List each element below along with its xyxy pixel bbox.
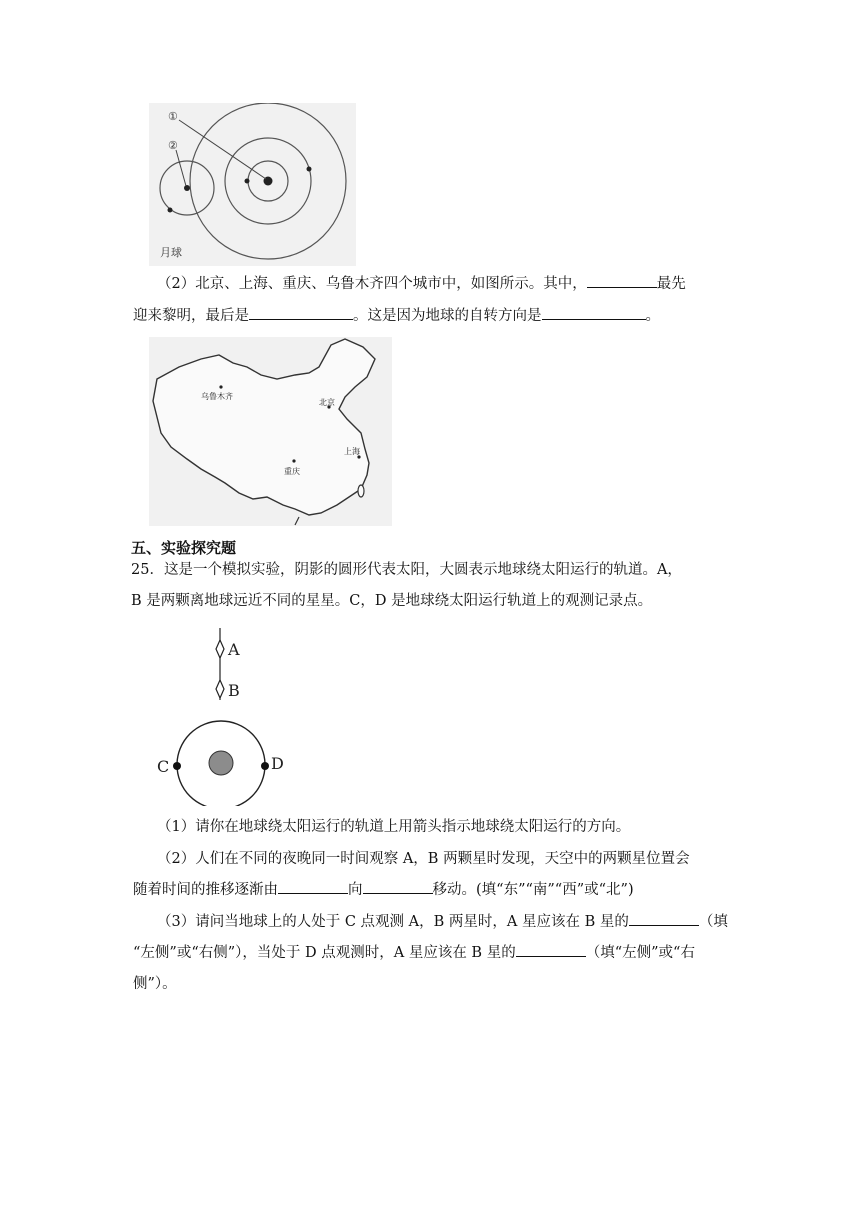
answer-blank-rotation-direction[interactable]: [542, 301, 646, 320]
q2-text-b: 最先: [656, 276, 686, 292]
point-d-dot: [261, 762, 269, 770]
china-map: [149, 337, 392, 526]
q2-line2: [133, 300, 660, 332]
label1-leader: [179, 120, 266, 179]
urumqi-label: 乌鲁木齐: [201, 392, 233, 401]
moon-label: 月球: [160, 246, 182, 259]
chongqing-label: 重庆: [284, 467, 300, 476]
point-c-dot: [173, 762, 181, 770]
star-a-icon: [216, 640, 224, 658]
section-title: 五、实验探究题: [131, 539, 237, 557]
planet-dot: [307, 167, 312, 172]
answer-blank-from-direction[interactable]: [278, 875, 348, 894]
urumqi-dot: [219, 385, 222, 388]
sub3-text-d: （填“左侧”或“右: [585, 945, 695, 961]
answer-blank-first-dawn[interactable]: [587, 269, 657, 288]
answer-blank-c-position[interactable]: [629, 907, 699, 926]
q2-text-d: 。这是因为地球的自转方向是: [353, 308, 542, 324]
q2-text-c: 迎来黎明，最后是: [133, 308, 249, 324]
q2-text-e: 。: [645, 308, 660, 324]
sub3-text-a: （3）请问当地球上的人处于 C 点观测 A，B 两星时，A 星应该在 B 星的: [157, 914, 629, 930]
sub2-line1: （2）人们在不同的夜晚同一时间观察 A，B 两颗星时发现，天空中的两颗星位置会: [157, 851, 690, 867]
label2-leader: [176, 150, 186, 186]
star-orbit-figure: [150, 624, 300, 806]
point-d-label: D: [271, 754, 284, 773]
q25-line2: B 是两颗离地球远近不同的星星。C，D 是地球绕太阳运行轨道上的观测记录点。: [131, 593, 653, 609]
point-c-label: C: [157, 757, 170, 776]
hainan-coast: [295, 517, 299, 525]
sub3-line3: 侧”）。: [133, 976, 177, 992]
sub2-line2: [133, 874, 634, 906]
beijing-label: 北京: [319, 398, 335, 407]
sub1-text: （1）请你在地球绕太阳运行的轨道上用箭头指示地球绕太阳运行的方向。: [157, 819, 631, 835]
q2-line1: [157, 268, 686, 300]
q25-line1: 25．这是一个模拟实验，阴影的圆形代表太阳，大圆表示地球绕太阳运行的轨道。A，: [131, 562, 682, 578]
sub2-text-a: 随着时间的推移逐渐由: [133, 882, 278, 898]
orbit-diagram: [149, 103, 356, 266]
china-outline: [153, 339, 375, 515]
label-2: ②: [168, 139, 178, 152]
sub3-line2: [133, 937, 695, 969]
chongqing-dot: [292, 459, 295, 462]
taiwan-island: [358, 485, 364, 497]
orbit-figure: [149, 103, 356, 266]
earth-dot: [184, 185, 190, 191]
q2-text-a: （2）北京、上海、重庆、乌鲁木齐四个城市中，如图所示。其中，: [157, 276, 587, 292]
sub3-line1: [157, 906, 728, 938]
sub2-text-b: 向: [348, 882, 363, 898]
sun-shaded-circle: [209, 751, 233, 775]
answer-blank-d-position[interactable]: [516, 938, 586, 957]
china-map-svg: [149, 337, 392, 526]
sub3-text-b: （填: [698, 914, 728, 930]
star-orbit-diagram: [150, 624, 300, 806]
shanghai-label: 上海: [344, 447, 360, 456]
answer-blank-to-direction[interactable]: [363, 875, 433, 894]
inner-dot: [245, 179, 250, 184]
label-1: ①: [168, 110, 178, 123]
star-a-label: A: [228, 640, 240, 659]
star-b-icon: [216, 680, 224, 698]
star-b-label: B: [228, 681, 240, 700]
sub3-text-c: “左侧”或“右侧”），当处于 D 点观测时，A 星应该在 B 星的: [133, 945, 516, 961]
moon-dot: [168, 208, 173, 213]
sub2-text-c: 移动。(填“东”“南”“西”或“北”): [432, 882, 634, 898]
answer-blank-last-dawn[interactable]: [249, 301, 353, 320]
